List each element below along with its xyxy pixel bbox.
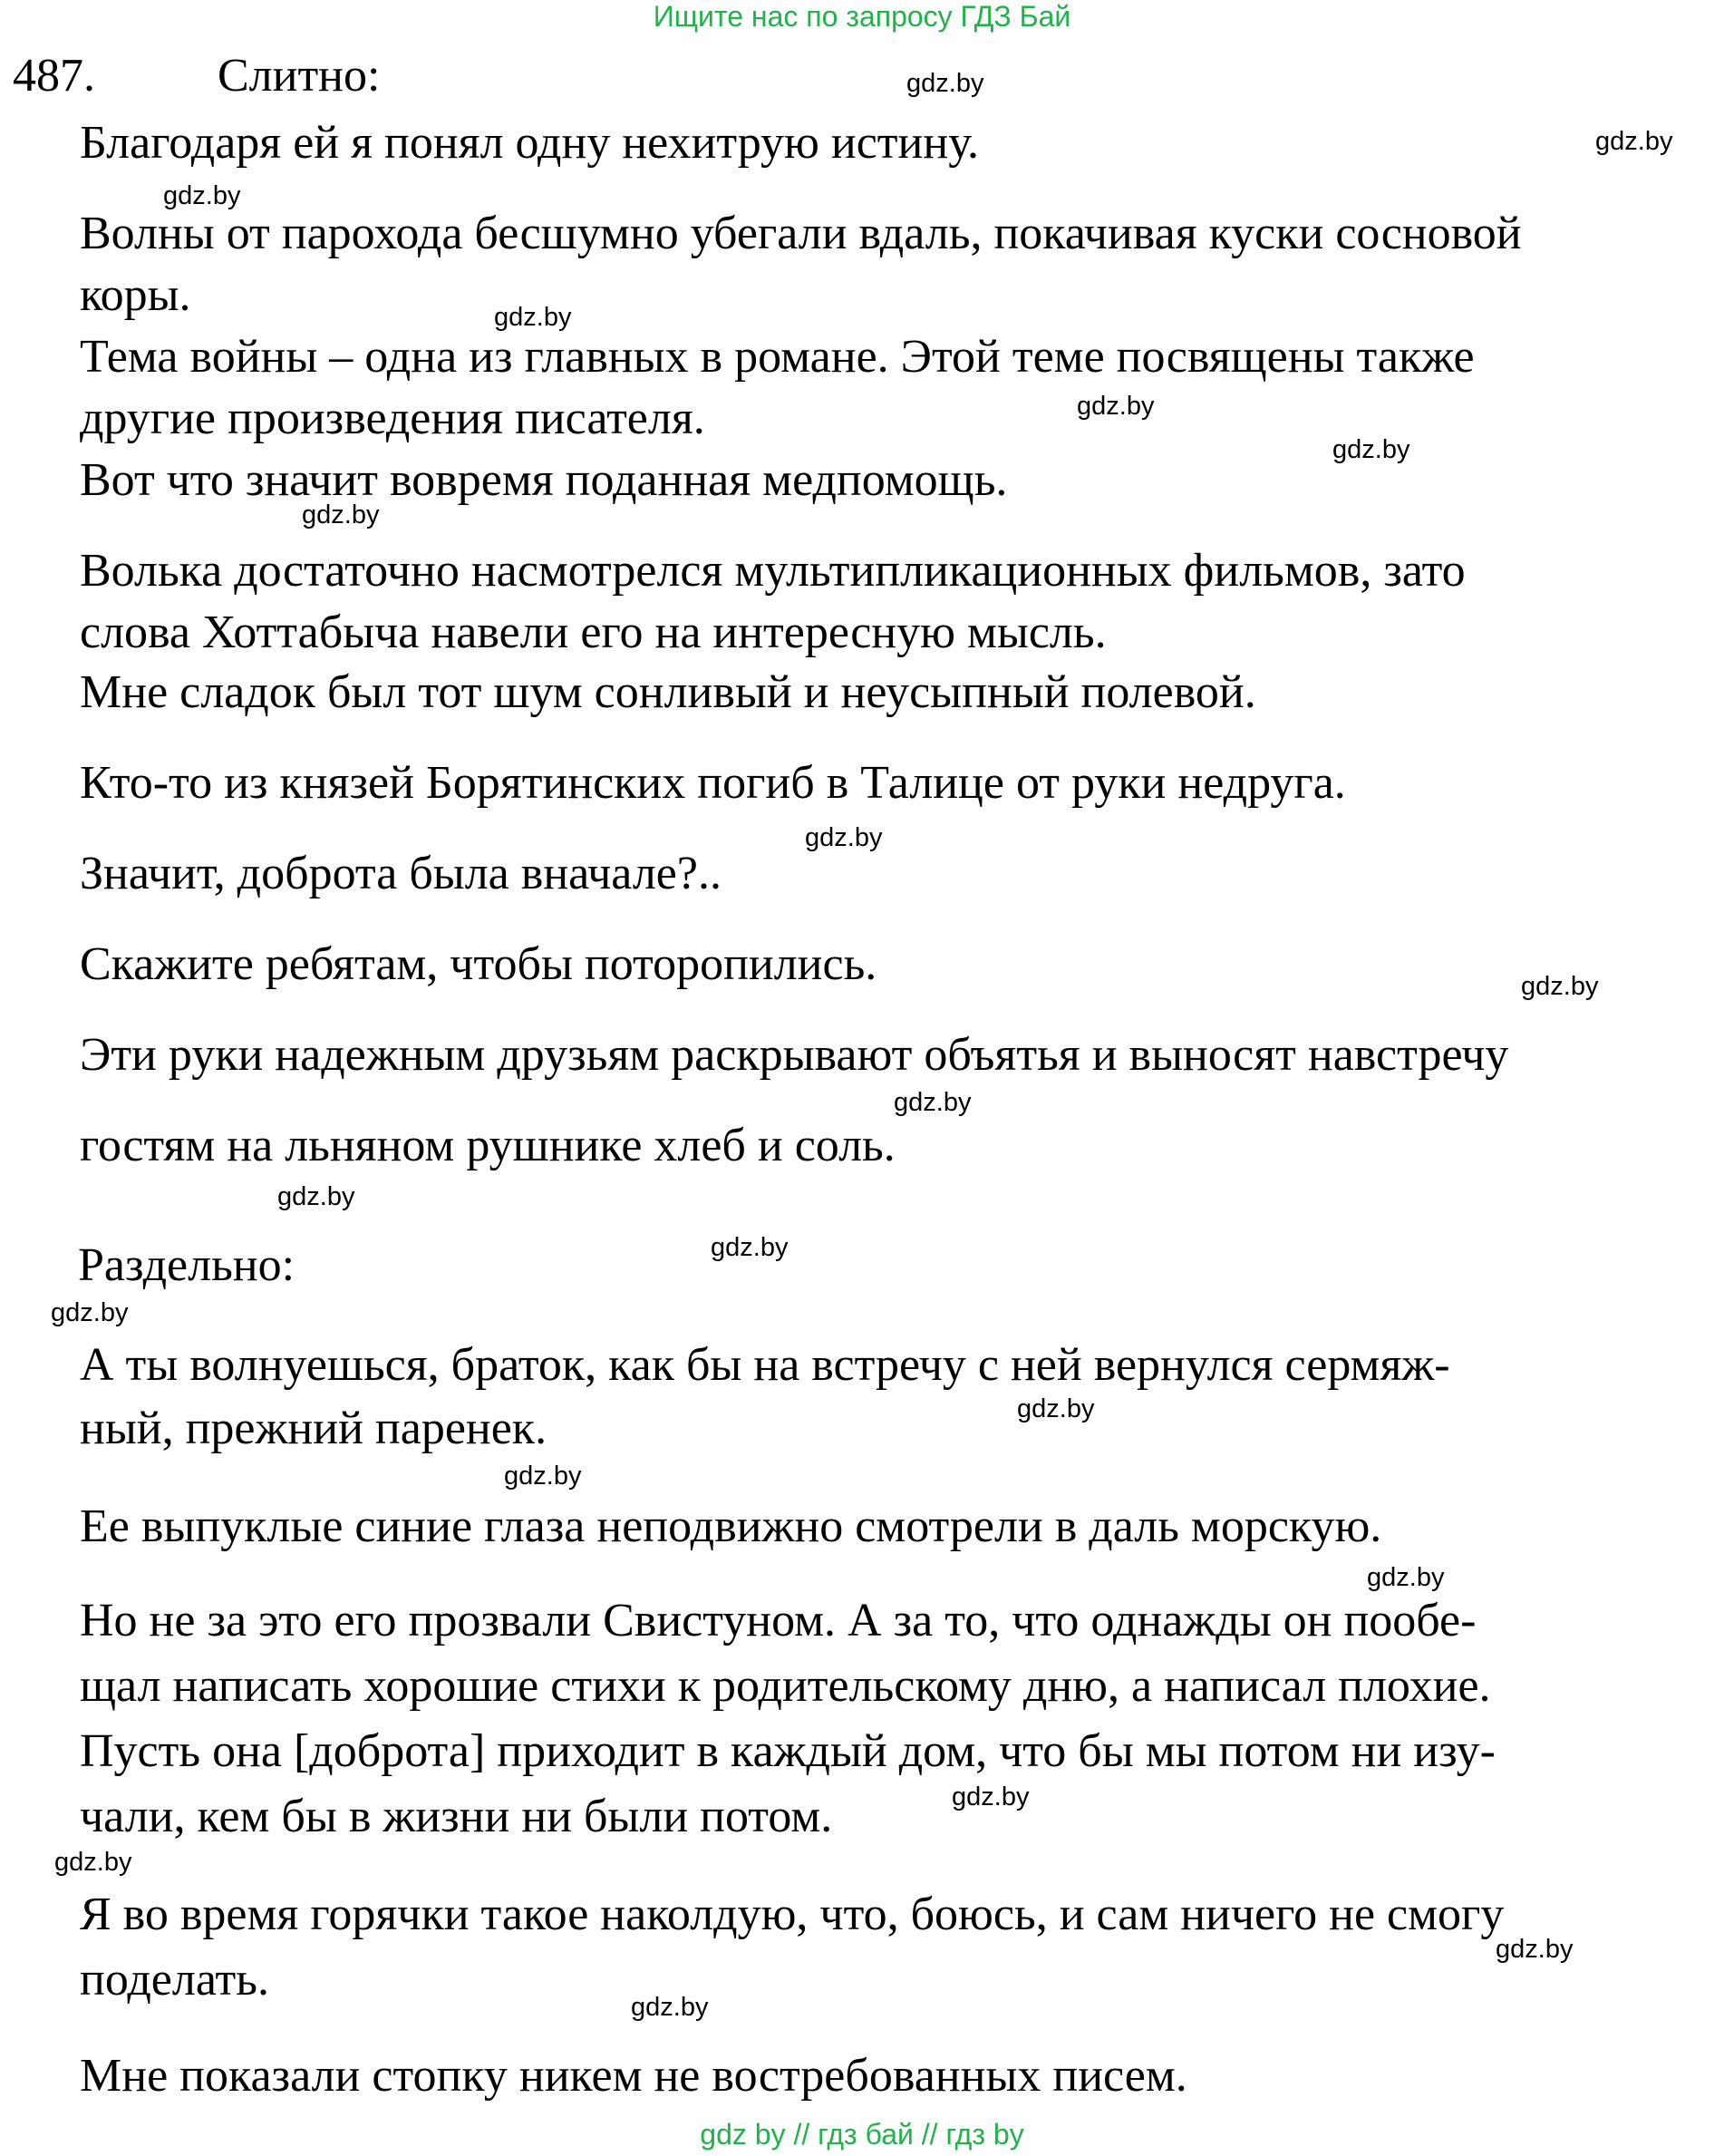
separate-line: поделать. (80, 1954, 269, 2005)
solid-line: Волька достаточно насмотрелся мультипликационных фильмов, зато (80, 545, 1466, 597)
watermark: gdz.by (906, 69, 984, 98)
top-banner[interactable]: Ищите нас по запросу ГДЗ Бай (653, 0, 1071, 33)
separate-line: Я во время горячки такое наколдую, что, боюсь, и сам ничего не смогу (80, 1889, 1505, 1940)
separate-line: Мне показали стопку никем не востребованных писем. (80, 2050, 1187, 2102)
solid-line: Значит, доброта была вначале?.. (80, 848, 722, 899)
separate-line: Но не за это его прозвали Свистуном. А за то, что однажды он пообе- (80, 1595, 1477, 1646)
watermark: gdz.by (1496, 1935, 1574, 1964)
watermark: gdz.by (163, 181, 241, 210)
solid-line: Эти руки надежным друзьям раскрывают объятья и выносят навстречу (80, 1029, 1509, 1081)
separate-line: А ты волнуешься, браток, как бы на встречу с ней вернулся сермяж- (80, 1339, 1450, 1391)
solid-line: гостям на льняном рушнике хлеб и соль. (80, 1120, 896, 1171)
solid-line: коры. (80, 269, 191, 321)
watermark: gdz.by (631, 1993, 709, 2022)
watermark: gdz.by (952, 1782, 1030, 1811)
solid-line: Кто-то из князей Борятинских погиб в Талице от руки недруга. (80, 757, 1346, 809)
solid-line: другие произведения писателя. (80, 393, 705, 444)
watermark: gdz.by (805, 823, 883, 852)
solid-line: Тема войны – одна из главных в романе. Этой теме посвящены также (80, 331, 1475, 383)
watermark: gdz.by (1017, 1394, 1095, 1423)
watermark: gdz.by (1367, 1563, 1445, 1592)
separate-line: Пусть она [доброта] приходит в каждый дом, что бы мы потом ни изу- (80, 1725, 1496, 1777)
watermark: gdz.by (51, 1298, 129, 1327)
watermark: gdz.by (894, 1088, 972, 1117)
separate-line: ный, прежний паренек. (80, 1403, 547, 1454)
solid-line: Скажите ребятам, чтобы поторопились. (80, 938, 877, 990)
watermark: gdz.by (1077, 392, 1155, 421)
watermark: gdz.by (54, 1848, 132, 1877)
solid-line: Волны от парохода бесшумно убегали вдаль, покачивая куски сосновой (80, 208, 1522, 259)
bottom-banner[interactable]: gdz by // гдз бай // гдз by (700, 2118, 1024, 2151)
heading-separate: Раздельно: (78, 1239, 295, 1291)
separate-line: чали, кем бы в жизни ни были потом. (80, 1791, 833, 1842)
separate-line: Ее выпуклые синие глаза неподвижно смотрели в даль морскую. (80, 1500, 1382, 1552)
exercise-number: 487. (13, 50, 95, 102)
watermark: gdz.by (302, 500, 380, 529)
watermark: gdz.by (1521, 972, 1599, 1001)
watermark: gdz.by (1332, 435, 1410, 464)
watermark: gdz.by (711, 1233, 789, 1262)
separate-line: щал написать хорошие стихи к родительскому дню, а написал плохие. (80, 1660, 1491, 1712)
watermark: gdz.by (494, 303, 572, 332)
heading-solid: Слитно: (218, 50, 381, 102)
solid-line: Мне сладок был тот шум сонливый и неусыпный полевой. (80, 666, 1256, 718)
solid-line: Вот что значит вовремя поданная медпомощь. (80, 454, 1008, 506)
solid-line: Благодаря ей я понял одну нехитрую истину. (80, 117, 979, 169)
watermark: gdz.by (504, 1462, 582, 1491)
watermark: gdz.by (277, 1182, 355, 1211)
watermark: gdz.by (1595, 127, 1673, 156)
solid-line: слова Хоттабыча навели его на интересную мысль. (80, 607, 1107, 658)
